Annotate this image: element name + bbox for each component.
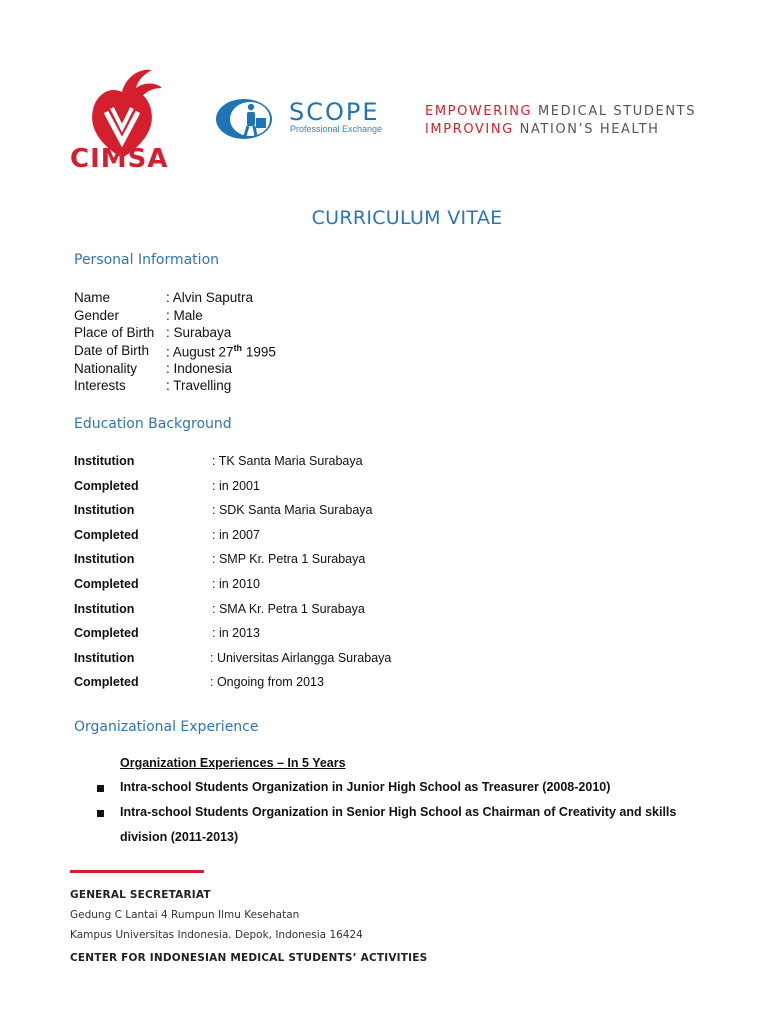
education-label: Completed bbox=[74, 479, 139, 493]
personal-label: Interests bbox=[74, 378, 126, 393]
education-label: Completed bbox=[74, 675, 139, 689]
education-label: Completed bbox=[74, 577, 139, 591]
education-value: : in 2010 bbox=[212, 577, 260, 591]
scope-subtitle: Professional Exchange bbox=[290, 124, 383, 134]
section-heading-education: Education Background bbox=[74, 416, 232, 432]
education-label: Institution bbox=[74, 602, 135, 616]
organization-item: Intra-school Students Organization in Senior High School as Chairman of Creativity and skills division (2011-2013) bbox=[120, 805, 677, 844]
document-title: CURRICULUM VITAE bbox=[311, 207, 503, 229]
tagline-line-2 bbox=[425, 122, 660, 137]
education-value: : in 2007 bbox=[212, 528, 260, 542]
education-label: Completed bbox=[74, 626, 139, 640]
education-label: Completed bbox=[74, 528, 139, 542]
tagline-line-1 bbox=[425, 104, 696, 119]
personal-label: Name bbox=[74, 290, 111, 305]
tagline-rest-2: NATION’S HEALTH bbox=[513, 122, 660, 137]
personal-label: Date of Birth bbox=[74, 343, 150, 358]
tagline-highlight-2: IMPROVING bbox=[425, 122, 514, 137]
bullet-icon bbox=[97, 785, 104, 792]
education-label: Institution bbox=[74, 503, 135, 517]
personal-value: : Indonesia bbox=[166, 361, 233, 376]
organization-subheading: Organization Experiences – In 5 Years bbox=[120, 756, 346, 770]
dob-year: 1995 bbox=[242, 344, 276, 360]
personal-value-dob bbox=[166, 343, 276, 360]
bullet-icon bbox=[97, 810, 104, 817]
personal-value: : Alvin Saputra bbox=[166, 290, 254, 305]
organization-item: Intra-school Students Organization in Junior High School as Treasurer (2008-2010) bbox=[120, 780, 611, 794]
dob-main: : August 27 bbox=[166, 344, 234, 360]
education-label: Institution bbox=[74, 552, 135, 566]
education-value: : SMA Kr. Petra 1 Surabaya bbox=[212, 602, 365, 616]
education-value: : Ongoing from 2013 bbox=[210, 675, 324, 689]
scope-wordmark: SCOPE bbox=[289, 98, 380, 126]
personal-value: : Male bbox=[166, 308, 203, 323]
tagline-rest-1: MEDICAL STUDENTS bbox=[532, 104, 697, 119]
education-label: Institution bbox=[74, 651, 135, 665]
personal-label: Gender bbox=[74, 308, 120, 323]
education-value: : in 2013 bbox=[212, 626, 260, 640]
education-value: : SDK Santa Maria Surabaya bbox=[212, 503, 373, 517]
personal-label: Place of Birth bbox=[74, 325, 155, 340]
footer-address-line-1: Gedung C Lantai 4 Rumpun Ilmu Kesehatan bbox=[70, 909, 300, 921]
scope-logo-icon bbox=[214, 96, 286, 142]
cimsa-wordmark: CIMSA bbox=[70, 144, 169, 174]
personal-value: : Travelling bbox=[166, 378, 232, 393]
footer-divider bbox=[70, 870, 204, 873]
education-value: : Universitas Airlangga Surabaya bbox=[210, 651, 392, 665]
footer-org-name: CENTER FOR INDONESIAN MEDICAL STUDENTS’ ACTIVITIES bbox=[70, 952, 428, 964]
education-value: : SMP Kr. Petra 1 Surabaya bbox=[212, 552, 366, 566]
dob-ordinal: th bbox=[233, 343, 243, 353]
footer-title: GENERAL SECRETARIAT bbox=[70, 889, 211, 901]
section-heading-personal: Personal Information bbox=[74, 252, 220, 268]
footer-address-line-2: Kampus Universitas Indonesia. Depok, Indonesia 16424 bbox=[70, 929, 363, 941]
education-value: : TK Santa Maria Surabaya bbox=[212, 454, 363, 468]
personal-value: : Surabaya bbox=[166, 325, 232, 340]
tagline-highlight-1: EMPOWERING bbox=[425, 104, 533, 119]
section-heading-organization: Organizational Experience bbox=[74, 719, 259, 735]
personal-label: Nationality bbox=[74, 361, 138, 376]
education-value: : in 2001 bbox=[212, 479, 260, 493]
education-label: Institution bbox=[74, 454, 135, 468]
